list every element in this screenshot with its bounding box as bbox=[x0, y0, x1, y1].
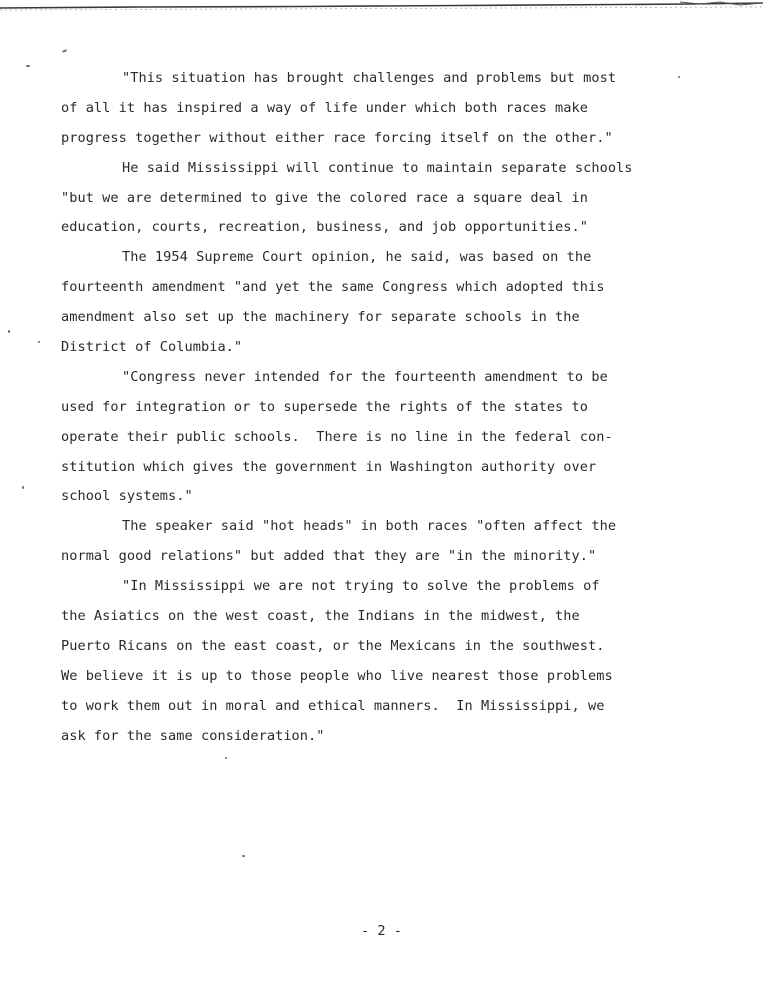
text-line: The speaker said "hot heads" in both races "often affect the bbox=[122, 518, 617, 535]
scan-speck bbox=[26, 65, 30, 67]
scan-speck bbox=[38, 341, 40, 343]
text-line: "but we are determined to give the colored race a square deal in bbox=[61, 189, 588, 206]
text-line: the Asiatics on the west coast, the Indians in the midwest, the bbox=[61, 608, 580, 625]
text-line: stitution which gives the government in Washington authority over bbox=[61, 458, 597, 475]
text-line: District of Columbia." bbox=[61, 339, 243, 356]
text-line: amendment also set up the machinery for separate schools in the bbox=[61, 309, 580, 326]
typed-document-body bbox=[61, 64, 701, 751]
scan-speck bbox=[225, 757, 227, 759]
scan-speck bbox=[22, 486, 24, 489]
text-line: used for integration or to supersede the rights of the states to bbox=[61, 398, 588, 415]
text-line: "This situation has brought challenges and problems but most bbox=[122, 70, 617, 86]
top-edge-rule bbox=[0, 0, 763, 14]
text-line: "Congress never intended for the fourteenth amendment to be bbox=[122, 368, 608, 385]
text-line: "In Mississippi we are not trying to solve the problems of bbox=[122, 578, 600, 595]
text-line: progress together without either race forcing itself on the other." bbox=[61, 129, 613, 146]
scan-speck bbox=[62, 49, 67, 53]
text-line: to work them out in moral and ethical manners. In Mississippi, we bbox=[61, 697, 605, 714]
text-line: school systems." bbox=[61, 488, 193, 505]
scan-speck bbox=[242, 855, 245, 857]
text-line: normal good relations" but added that they are "in the minority." bbox=[61, 548, 597, 565]
text-line: Puerto Ricans on the east coast, or the Mexicans in the southwest. bbox=[61, 637, 605, 654]
text-line: ask for the same consideration." bbox=[61, 727, 325, 744]
page-number: - 2 - bbox=[361, 923, 402, 939]
scan-speck bbox=[8, 330, 10, 333]
text-line: education, courts, recreation, business, and job opportunities." bbox=[61, 219, 588, 236]
text-line: fourteenth amendment "and yet the same Congress which adopted this bbox=[61, 279, 605, 296]
text-line: We believe it is up to those people who live nearest those problems bbox=[61, 667, 613, 684]
text-line: The 1954 Supreme Court opinion, he said, was based on the bbox=[122, 249, 592, 266]
text-line: He said Mississippi will continue to maintain separate schools bbox=[122, 159, 633, 176]
text-line: of all it has inspired a way of life under which both races make bbox=[61, 99, 588, 116]
text-line: operate their public schools. There is no line in the federal con- bbox=[61, 428, 613, 445]
